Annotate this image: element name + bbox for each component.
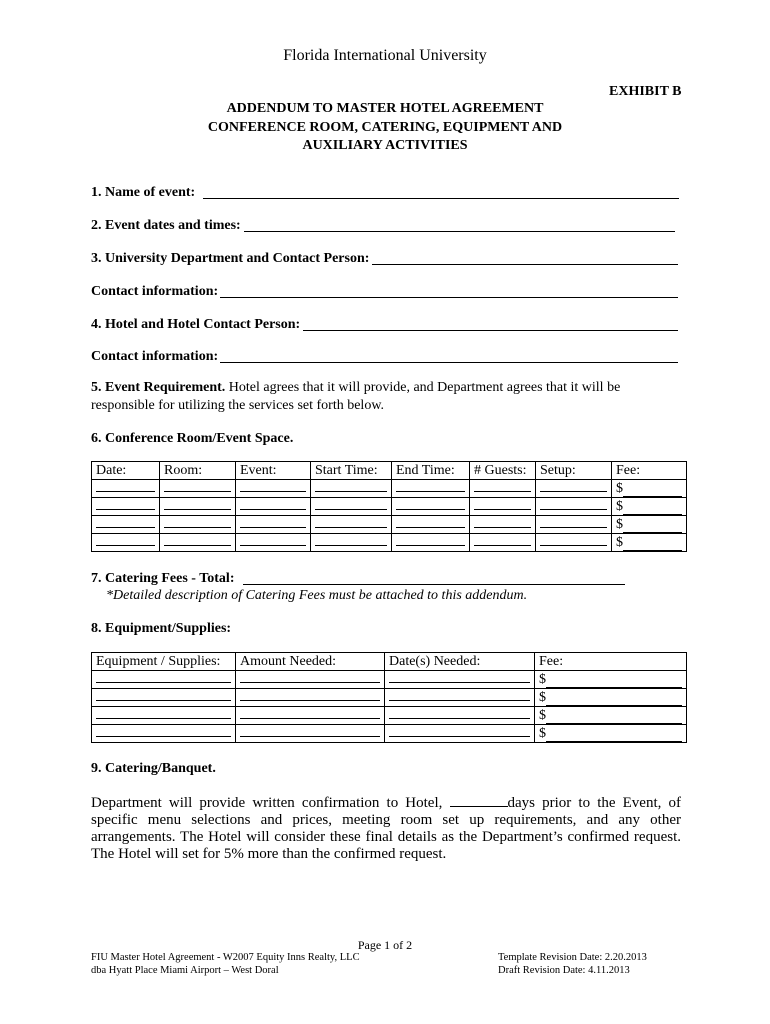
column-header-room: Room: [160,462,236,480]
column-header-dates: Date(s) Needed: [385,653,535,671]
name-of-event-label: 1. Name of event: [91,185,196,200]
fee-cell[interactable] [612,480,687,498]
start-time-cell[interactable] [311,480,392,498]
start-time-cell[interactable] [311,498,392,516]
fee-cell[interactable] [535,725,687,743]
dates-cell[interactable] [385,671,535,689]
contact-info-1-label: Contact information: [91,284,219,299]
dollar-sign: $ [539,672,546,687]
date-cell[interactable] [92,480,160,498]
fee-cell[interactable] [535,707,687,725]
footer-left-line-1: FIU Master Hotel Agreement - W2007 Equity Inns Realty, LLC [91,952,360,963]
page-number: Page 1 of 2 [357,938,413,952]
university-dept-label: 3. University Department and Contact Person: [91,251,370,266]
room-cell[interactable] [160,480,236,498]
event-dates-label: 2. Event dates and times: [91,218,241,233]
column-header-setup: Setup: [536,462,612,480]
dollar-sign: $ [616,499,623,514]
date-cell[interactable] [92,498,160,516]
column-header-end-time: End Time: [392,462,470,480]
end-time-cell[interactable] [392,516,470,534]
footer-left-line-2: dba Hyatt Place Miami Airport – West Doral [91,965,279,976]
column-header-fee: Fee: [535,653,687,671]
table-row [92,480,687,498]
start-time-cell[interactable] [311,516,392,534]
table-row [92,725,687,743]
dollar-sign: $ [539,690,546,705]
fee-cell[interactable] [535,671,687,689]
draft-revision-date: Draft Revision Date: 4.11.2013 [498,965,630,976]
column-header-start-time: Start Time: [311,462,392,480]
dates-cell[interactable] [385,725,535,743]
table-header-row [92,462,687,480]
event-cell[interactable] [236,516,311,534]
equipment-cell[interactable] [92,689,236,707]
setup-cell[interactable] [536,534,612,552]
dollar-sign: $ [539,708,546,723]
table-row [92,689,687,707]
event-cell[interactable] [236,498,311,516]
event-dates-field[interactable] [244,218,675,237]
contact-info-1-field[interactable] [220,284,678,303]
equipment-table [91,652,687,743]
column-header-equipment: Equipment / Supplies: [92,653,236,671]
guests-cell[interactable] [470,498,536,516]
title-line-3: AUXILIARY ACTIVITIES [302,138,468,153]
table-row [92,516,687,534]
exhibit-label: EXHIBIT B [609,84,682,99]
name-of-event-field[interactable] [203,185,679,204]
hotel-contact-field[interactable] [303,317,678,336]
amount-cell[interactable] [236,707,385,725]
column-header-fee: Fee: [612,462,687,480]
university-dept-field[interactable] [372,251,678,270]
template-revision-date: Template Revision Date: 2.20.2013 [498,952,647,963]
equipment-supplies-heading: 8. Equipment/Supplies: [91,621,232,636]
institution-name: Florida International University [283,47,487,64]
start-time-cell[interactable] [311,534,392,552]
fee-cell[interactable] [612,498,687,516]
event-requirement-text-2: responsible for utilizing the services set forth below. [91,398,385,413]
event-requirement-heading: 5. Event Requirement. [91,380,226,395]
fee-cell[interactable] [535,689,687,707]
event-requirement-line-1 [91,380,620,396]
column-header-date: Date: [92,462,160,480]
table-row [92,534,687,552]
catering-fees-heading: 7. Catering Fees - Total: [91,571,235,586]
room-cell[interactable] [160,534,236,552]
amount-cell[interactable] [236,725,385,743]
guests-cell[interactable] [470,534,536,552]
event-requirement-text-1: Hotel agrees that it will provide, and Department agrees that it will be [228,380,621,395]
setup-cell[interactable] [536,498,612,516]
title-line-2: CONFERENCE ROOM, CATERING, EQUIPMENT AND [207,120,563,135]
catering-banquet-heading: 9. Catering/Banquet. [91,761,216,776]
catering-fees-note: *Detailed description of Catering Fees must be attached to this addendum. [106,588,528,603]
dates-cell[interactable] [385,689,535,707]
end-time-cell[interactable] [392,534,470,552]
date-cell[interactable] [92,516,160,534]
equipment-cell[interactable] [92,725,236,743]
guests-cell[interactable] [470,480,536,498]
days-prior-field[interactable] [450,793,508,807]
room-cell[interactable] [160,498,236,516]
equipment-cell[interactable] [92,671,236,689]
guests-cell[interactable] [470,516,536,534]
fee-cell[interactable] [612,534,687,552]
setup-cell[interactable] [536,516,612,534]
catering-banquet-text-start: Department will provide written confirmation to Hotel, [91,795,450,811]
amount-cell[interactable] [236,689,385,707]
title-line-1: ADDENDUM TO MASTER HOTEL AGREEMENT [226,101,544,116]
amount-cell[interactable] [236,671,385,689]
room-cell[interactable] [160,516,236,534]
end-time-cell[interactable] [392,498,470,516]
catering-banquet-text-end: days prior to the Event, of specific menu selections and prices, meeting room set up requirements, and any other arrangements. The Hotel will consider these final details as the Department’s confirmed request. The Hotel will set for 5% more than the confirmed request. [91,795,681,862]
table-header-row [92,653,687,671]
contact-info-2-label: Contact information: [91,349,219,364]
event-cell[interactable] [236,480,311,498]
table-row [92,498,687,516]
end-time-cell[interactable] [392,480,470,498]
date-cell[interactable] [92,534,160,552]
table-row [92,671,687,689]
dollar-sign: $ [616,481,623,496]
column-header-amount: Amount Needed: [236,653,385,671]
dates-cell[interactable] [385,707,535,725]
event-cell[interactable] [236,534,311,552]
dollar-sign: $ [616,517,623,532]
fee-cell[interactable] [612,516,687,534]
contact-info-2-field[interactable] [220,349,678,368]
conference-room-heading: 6. Conference Room/Event Space. [91,431,294,446]
setup-cell[interactable] [536,480,612,498]
equipment-cell[interactable] [92,707,236,725]
table-row [92,707,687,725]
conference-room-table [91,461,687,552]
dollar-sign: $ [616,535,623,550]
catering-banquet-paragraph [91,793,681,863]
column-header-event: Event: [236,462,311,480]
column-header-guests: # Guests: [470,462,536,480]
dollar-sign: $ [539,726,546,741]
hotel-contact-label: 4. Hotel and Hotel Contact Person: [91,317,301,332]
